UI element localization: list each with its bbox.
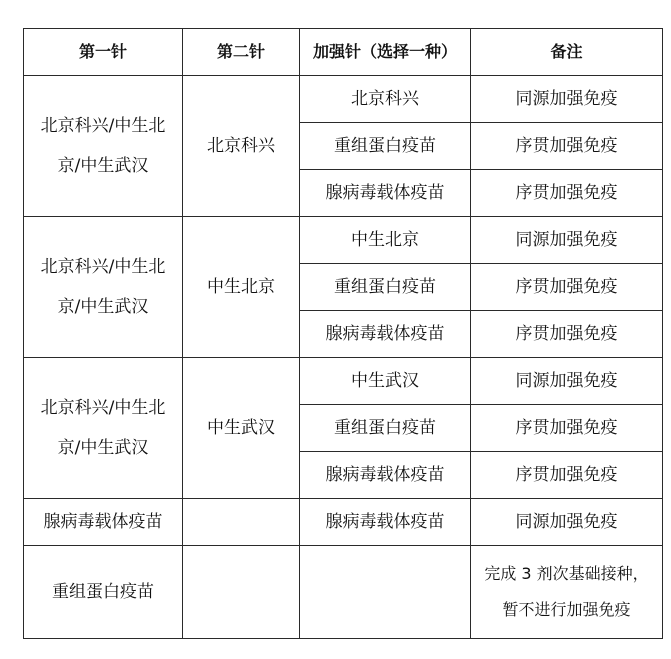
booster-cell: 北京科兴 [300, 76, 471, 123]
booster-cell: 腺病毒载体疫苗 [300, 499, 471, 546]
second-dose-cell [183, 499, 300, 546]
vaccine-booster-table [23, 28, 663, 639]
note-cell: 序贯加强免疫 [471, 405, 663, 452]
note-line-1: 完成 3 剂次基础接种， [484, 564, 649, 583]
booster-cell: 腺病毒载体疫苗 [300, 311, 471, 358]
note-cell: 序贯加强免疫 [471, 452, 663, 499]
table-row [24, 499, 663, 546]
table-row [24, 217, 663, 264]
second-dose-cell: 中生北京 [183, 217, 300, 358]
header-first-dose: 第一针 [24, 29, 183, 76]
header-note: 备注 [471, 29, 663, 76]
second-dose-cell: 中生武汉 [183, 358, 300, 499]
first-dose-cell [24, 358, 183, 499]
table-row [24, 546, 663, 639]
first-dose-cell [24, 76, 183, 217]
note-cell: 序贯加强免疫 [471, 264, 663, 311]
note-cell: 同源加强免疫 [471, 499, 663, 546]
booster-cell: 腺病毒载体疫苗 [300, 170, 471, 217]
first-dose-text: 北京科兴/中生北京/中生武汉 [40, 116, 166, 176]
booster-cell: 腺病毒载体疫苗 [300, 452, 471, 499]
table-header-row [24, 29, 663, 76]
note-line-2: 暂不进行加强免疫 [502, 600, 631, 619]
first-dose-cell [24, 217, 183, 358]
table-row [24, 76, 663, 123]
note-cell: 同源加强免疫 [471, 358, 663, 405]
booster-cell: 重组蛋白疫苗 [300, 264, 471, 311]
second-dose-cell: 北京科兴 [183, 76, 300, 217]
note-cell: 序贯加强免疫 [471, 123, 663, 170]
booster-cell: 重组蛋白疫苗 [300, 123, 471, 170]
booster-cell: 中生北京 [300, 217, 471, 264]
booster-cell: 重组蛋白疫苗 [300, 405, 471, 452]
first-dose-text: 北京科兴/中生北京/中生武汉 [40, 398, 166, 458]
booster-cell [300, 546, 471, 639]
first-dose-cell: 腺病毒载体疫苗 [24, 499, 183, 546]
booster-cell: 中生武汉 [300, 358, 471, 405]
note-cell: 序贯加强免疫 [471, 311, 663, 358]
second-dose-cell [183, 546, 300, 639]
note-cell: 序贯加强免疫 [471, 170, 663, 217]
header-second-dose: 第二针 [183, 29, 300, 76]
first-dose-cell: 重组蛋白疫苗 [24, 546, 183, 639]
table-row [24, 358, 663, 405]
note-cell: 同源加强免疫 [471, 76, 663, 123]
header-booster: 加强针（选择一种） [300, 29, 471, 76]
note-cell: 同源加强免疫 [471, 217, 663, 264]
note-cell [471, 546, 663, 639]
first-dose-text: 北京科兴/中生北京/中生武汉 [40, 257, 166, 317]
